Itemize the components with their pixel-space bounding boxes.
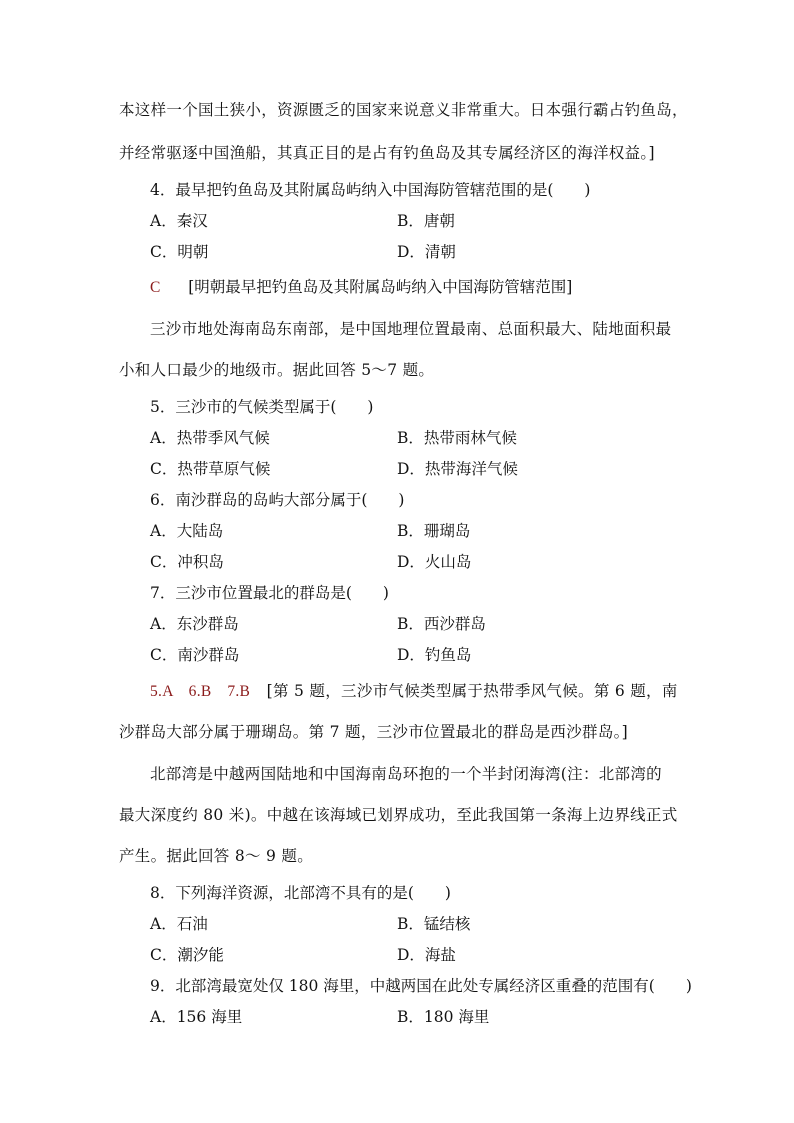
q5-option-c: C．热带草原气候 <box>150 460 271 478</box>
q9-option-a: A．156 海里 <box>150 1008 243 1026</box>
q4-option-c: C．明朝 <box>150 243 209 261</box>
q7-option-d: D．钓鱼岛 <box>397 646 472 664</box>
material-intro: 北部湾是中越两国陆地和中国海南岛环抱的一个半封闭海湾(注：北部湾的 <box>150 765 662 783</box>
q8-option-d: D．海盐 <box>397 946 456 964</box>
paragraph-line: 本这样一个国土狭小，资源匮乏的国家来说意义非常重大。日本强行霸占钓鱼岛， <box>119 101 688 119</box>
q7-option-c: C．南沙群岛 <box>150 646 240 664</box>
q7-option-a: A．东沙群岛 <box>150 615 239 633</box>
q5-option-b: B．热带雨林气候 <box>397 429 517 447</box>
q7-option-b: B．西沙群岛 <box>397 615 486 633</box>
q9-option-b: B．180 海里 <box>397 1008 490 1026</box>
question-8: 8．下列海洋资源，北部湾不具有的是( ) <box>150 884 451 902</box>
question-6: 6．南沙群岛的岛屿大部分属于( ) <box>150 491 405 509</box>
q4-answer-explanation: [明朝最早把钓鱼岛及其附属岛屿纳入中国海防管辖范围] <box>188 278 573 296</box>
paragraph-line: 并经常驱逐中国渔船，其真正目的是占有钓鱼岛及其专属经济区的海洋权益。] <box>119 144 655 162</box>
q567-answer <box>150 681 678 702</box>
q4-option-b: B．唐朝 <box>397 212 455 230</box>
q6-option-a: A．大陆岛 <box>150 522 224 540</box>
q6-option-d: D．火山岛 <box>397 553 472 571</box>
material-intro: 三沙市地处海南岛东南部，是中国地理位置最南、总面积最大、陆地面积最 <box>150 320 672 338</box>
q567-answer-key: 5.A 6.B 7.B <box>150 683 251 700</box>
q8-option-c: C．潮汐能 <box>150 946 224 964</box>
q5-option-a: A．热带季风气候 <box>150 429 270 447</box>
q6-option-c: C．冲积岛 <box>150 553 224 571</box>
q567-answer-continued: 沙群岛大部分属于珊瑚岛。第 7 题，三沙市位置最北的群岛是西沙群岛。] <box>119 723 629 741</box>
material-intro: 最大深度约 80 米)。中越在该海域已划界成功，至此我国第一条海上边界线正式 <box>119 806 678 824</box>
q6-option-b: B．珊瑚岛 <box>397 522 471 540</box>
q4-option-d: D．清朝 <box>397 243 456 261</box>
question-7: 7．三沙市位置最北的群岛是( ) <box>150 584 389 602</box>
material-intro: 小和人口最少的地级市。据此回答 5～7 题。 <box>119 361 435 379</box>
q4-answer-key: C <box>150 279 161 296</box>
q4-option-a: A．秦汉 <box>150 212 208 230</box>
q4-answer <box>150 277 572 298</box>
q567-answer-explanation: [第 5 题，三沙市气候类型属于热带季风气候。第 6 题，南 <box>266 682 678 700</box>
material-intro: 产生。据此回答 8～ 9 题。 <box>119 847 314 865</box>
q8-option-a: A．石油 <box>150 915 208 933</box>
q5-option-d: D．热带海洋气候 <box>397 460 518 478</box>
question-5: 5．三沙市的气候类型属于( ) <box>150 398 374 416</box>
question-9: 9．北部湾最宽处仅 180 海里，中越两国在此处专属经济区重叠的范围有( ) <box>150 977 692 995</box>
question-4: 4．最早把钓鱼岛及其附属岛屿纳入中国海防管辖范围的是( ) <box>150 181 591 199</box>
q8-option-b: B．锰结核 <box>397 915 471 933</box>
